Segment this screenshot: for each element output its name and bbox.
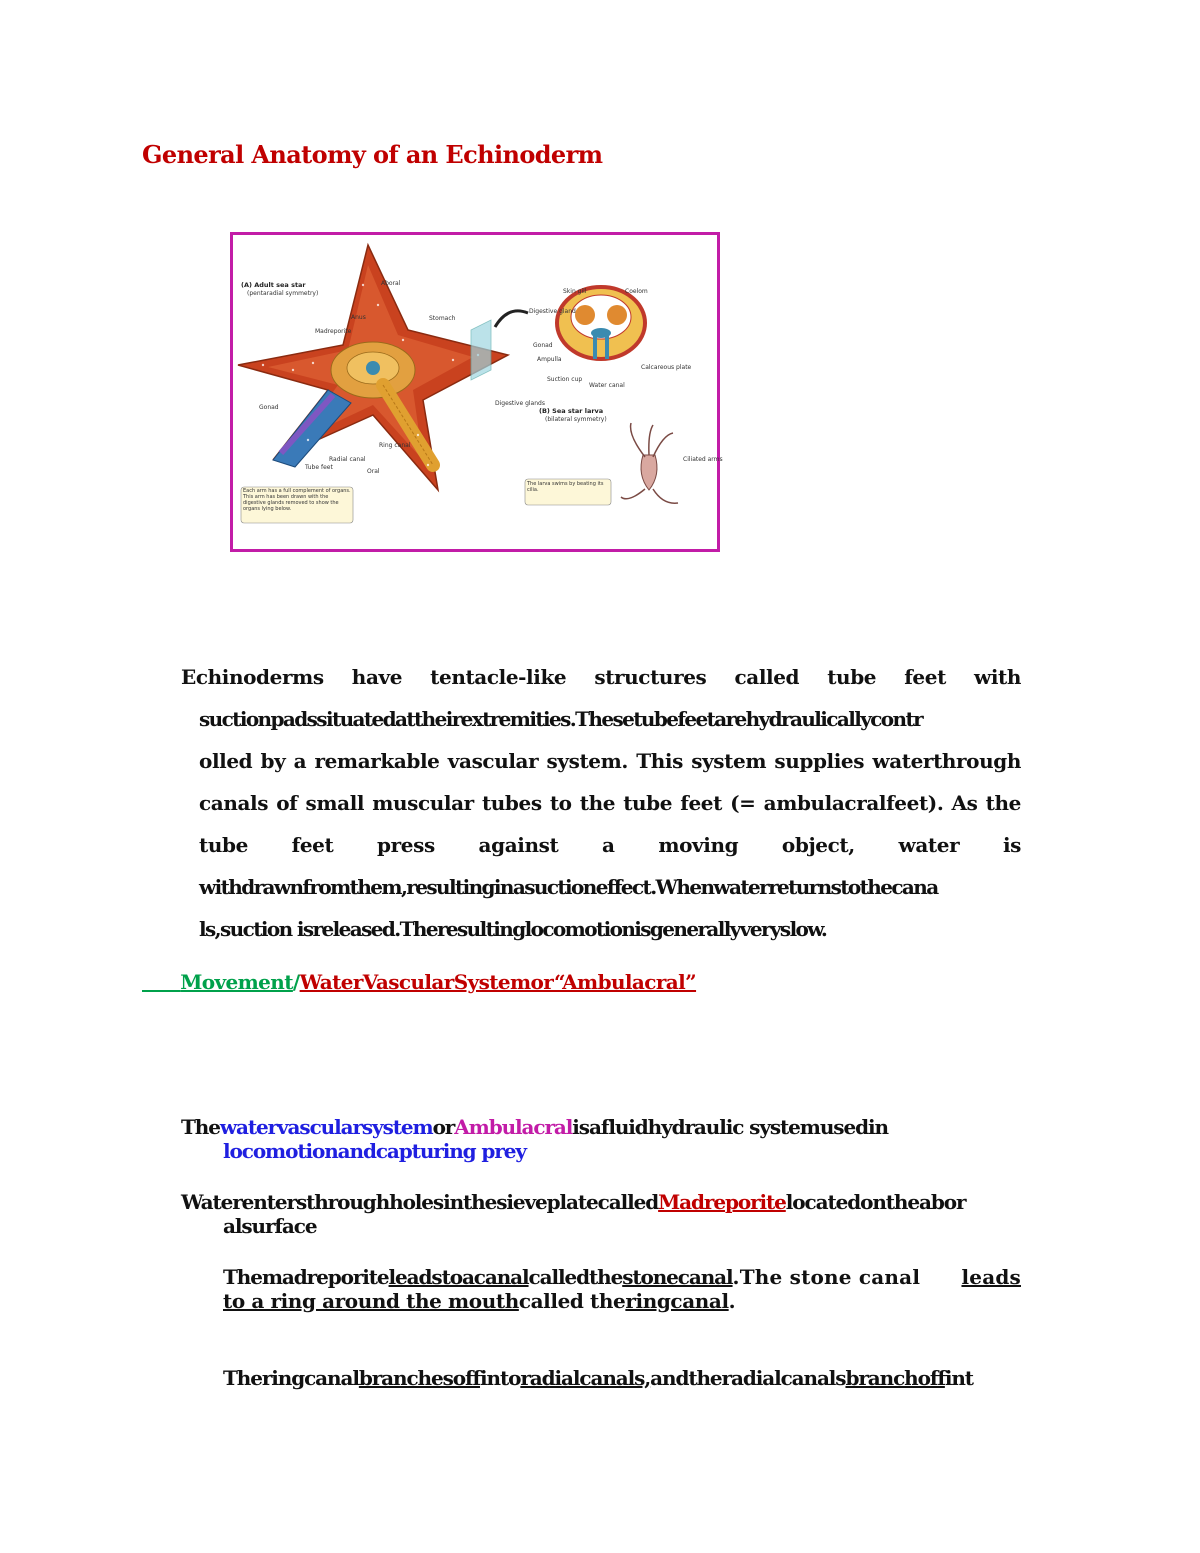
item-2-madreporite: Madreporite [658, 1190, 786, 1214]
item-3-line-2 [223, 1289, 1021, 1313]
item-4-int: int [944, 1366, 973, 1390]
label-suction-cup: Suction cup [547, 376, 583, 383]
item-4-and-the-radial-canals: andtheradialcanals [650, 1366, 846, 1390]
label-ampulla: Ampulla [537, 356, 562, 363]
panel-a-title: (A) Adult sea star [241, 281, 306, 289]
paragraph-line-3: olled by a remarkable vascular system. This system supplies waterthrough [199, 749, 1021, 773]
paragraph-line-2: suctionpadssituatedattheirextremities.Thesetubefeetarehydraulicallycontr [199, 707, 923, 731]
item-4 [223, 1366, 973, 1390]
paragraph-line-5: tube feet press against a moving object, water is [199, 833, 1021, 857]
label-oral: Oral [367, 468, 380, 475]
item-3-leads: leads [961, 1265, 1021, 1289]
item-1-ambulacral: Ambulacral [454, 1115, 573, 1139]
larva-drawing [621, 423, 678, 503]
item-3-ring-canal: ringcanal [625, 1289, 729, 1313]
label-gonad-b: Gonad [533, 342, 553, 349]
item-1-or: or [432, 1115, 455, 1139]
item-2-start: Waterentersthroughholesinthesieveplatecalled [181, 1190, 659, 1214]
label-digestive-gland: Digestive gland [529, 308, 576, 315]
body-paragraph [181, 656, 1021, 950]
label-tube-feet: Tube feet [305, 464, 333, 471]
item-1-rest: isafluidhydraulic [572, 1115, 744, 1139]
item-4-a: Theringcanal [223, 1366, 359, 1390]
label-ring-canal: Ring canal [379, 442, 411, 449]
item-3-the-stone-canal: .The stone canal [732, 1265, 921, 1289]
heading-underline-lead [142, 970, 180, 994]
label-ciliated-arms: Ciliated arms [683, 456, 723, 463]
paragraph-line-1: Echinoderms have tentacle-like structures called tube feet with [181, 665, 1021, 689]
paragraph-line-6: withdrawnfromthem,resultinginasuctioneffect.Whenwaterreturnstothecana [199, 875, 938, 899]
label-skin-gill: Skin gill [563, 288, 587, 295]
paragraph-line-7: ls,suction isreleased.Theresultinglocomotionisgenerallyveryslow. [199, 917, 827, 941]
heading-slash: / [292, 970, 300, 994]
item-1-system-used: systemusedin [749, 1115, 888, 1139]
label-digestive-glands: Digestive glands [495, 400, 545, 407]
heading-movement: Movement [180, 970, 293, 994]
item-3-line-1 [223, 1265, 1021, 1289]
item-3-leads-to-a-canal: leadstoacanal [388, 1265, 529, 1289]
cross-section-drawing [557, 287, 645, 359]
item-4-branch-off: branchoff [845, 1366, 945, 1390]
item-4-into: into [480, 1366, 521, 1390]
item-3 [223, 1265, 1021, 1313]
section-heading [142, 970, 696, 994]
page-title: General Anatomy of an Echinoderm [142, 140, 603, 169]
item-4-branches-off: branchesoff [358, 1366, 481, 1390]
item-2-line-2: alsurface [223, 1214, 317, 1238]
label-water-canal: Water canal [589, 382, 625, 389]
item-2-end: locatedontheabor [785, 1190, 966, 1214]
label-anus: Anus [351, 314, 366, 321]
item-3-a: Themadreporite [223, 1265, 389, 1289]
label-aboral: Aboral [381, 280, 401, 287]
label-coelom: Coelom [625, 288, 648, 295]
item-2 [181, 1190, 965, 1238]
callout-a-text: Each arm has a full complement of organs. This arm has been drawn with the digestive glands removed to show the organs lying below. [243, 488, 351, 512]
item-4-line-1 [223, 1366, 973, 1390]
panel-a-subtitle: (pentaradial symmetry) [247, 290, 319, 297]
label-radial-canal: Radial canal [329, 456, 366, 463]
label-stomach: Stomach [429, 315, 456, 322]
paragraph-line-4: canals of small muscular tubes to the tube feet (= ambulacralfeet). As the [199, 791, 1021, 815]
echinoderm-anatomy-figure [230, 232, 723, 552]
panel-b-subtitle: (bilateral symmetry) [545, 416, 607, 423]
label-gonad: Gonad [259, 404, 279, 411]
item-3-period: . [728, 1289, 736, 1313]
panel-b-title: (B) Sea star larva [539, 407, 604, 415]
item-3-stone-canal: stonecanal [622, 1265, 733, 1289]
item-1-water-vascular-system: watervascularsystem [219, 1115, 433, 1139]
item-1-line-1 [181, 1115, 1021, 1139]
item-1-line-2: locomotionandcapturing prey [223, 1139, 526, 1163]
item-3-called-the: calledthe [528, 1265, 623, 1289]
heading-water-vascular-system: WaterVascularSystemor“Ambulacral” [299, 970, 697, 994]
label-calcareous-plate: Calcareous plate [641, 364, 692, 371]
item-4-radial-canals: radialcanals, [520, 1366, 651, 1390]
item-3-called-the-2: called the [518, 1289, 626, 1313]
item-3-ring-around-mouth: to a ring around the mouth [223, 1289, 519, 1313]
item-1-the: The [181, 1115, 220, 1139]
label-madreporite: Madreporite [315, 328, 352, 335]
item-2-line-1 [181, 1190, 965, 1214]
item-1 [181, 1115, 1021, 1163]
callout-b-text: The larva swims by beating its cilia. [527, 481, 604, 493]
anatomy-illustration [233, 235, 723, 549]
